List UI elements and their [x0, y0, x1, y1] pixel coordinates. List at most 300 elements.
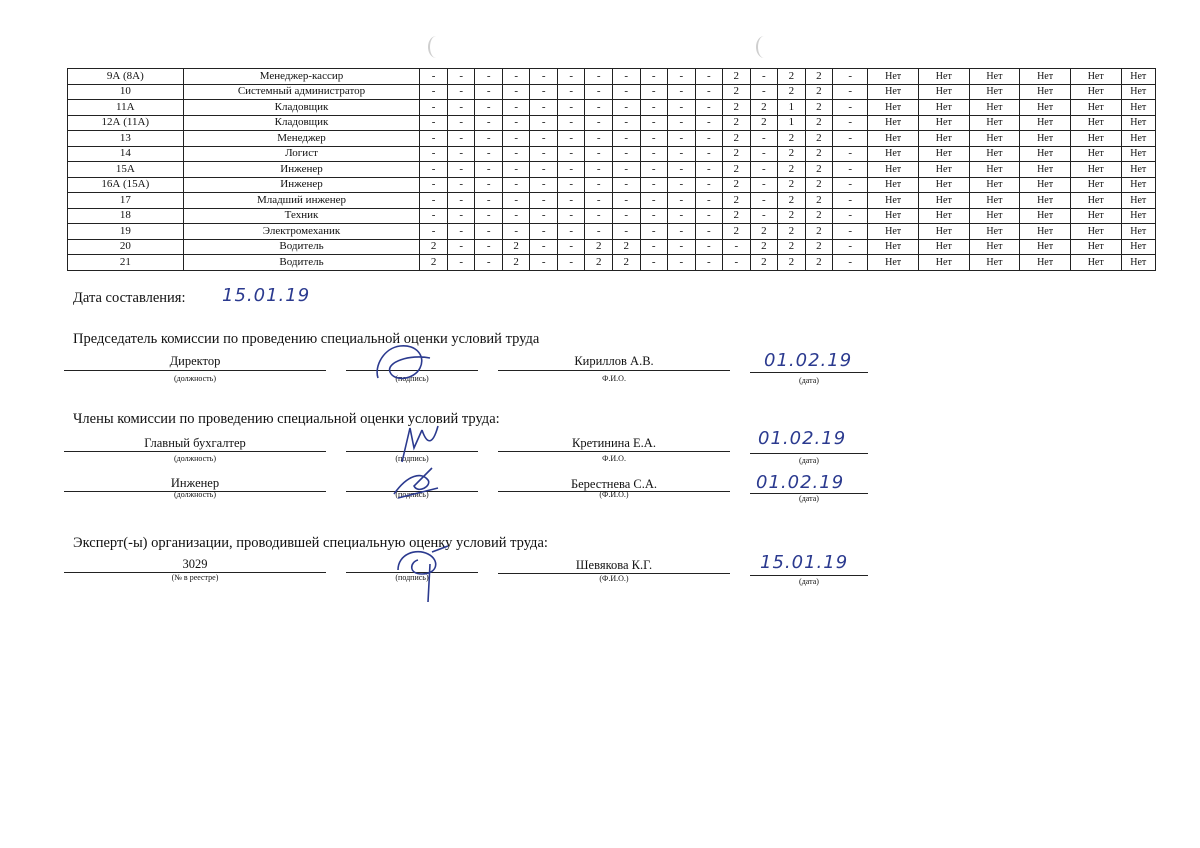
- factor-value-cell: -: [502, 69, 530, 85]
- factor-value-cell: -: [668, 177, 696, 193]
- factor-value-cell: -: [557, 239, 585, 255]
- factor-value-cell: -: [447, 100, 475, 116]
- member-1-signature: [392, 418, 452, 468]
- member-2-position-caption: (должность): [174, 490, 216, 499]
- member-2-name: Берестнева С.А.: [570, 477, 658, 491]
- factor-value-cell: -: [695, 255, 723, 271]
- factor-value-cell: -: [833, 208, 868, 224]
- factor-value-cell: -: [695, 100, 723, 116]
- factor-value-cell: -: [447, 115, 475, 131]
- factor-value-cell: 2: [723, 162, 751, 178]
- factor-value-cell: -: [447, 84, 475, 100]
- guarantee-cell: Нет: [969, 255, 1020, 271]
- guarantee-cell: Нет: [1020, 208, 1071, 224]
- factor-value-cell: 2: [585, 255, 613, 271]
- table-row: [68, 208, 1156, 224]
- factor-value-cell: 2: [723, 193, 751, 209]
- factor-value-cell: 2: [805, 131, 833, 147]
- position-cell: Менеджер-кассир: [183, 69, 420, 85]
- factor-value-cell: -: [668, 239, 696, 255]
- guarantee-cell: Нет: [1020, 162, 1071, 178]
- guarantee-cell: Нет: [918, 69, 969, 85]
- guarantee-cell: Нет: [1070, 177, 1121, 193]
- factor-value-cell: -: [585, 177, 613, 193]
- factor-value-cell: -: [640, 146, 668, 162]
- guarantee-cell: Нет: [1121, 131, 1155, 147]
- table-row: [68, 115, 1156, 131]
- row-number-cell: 11А: [68, 100, 184, 116]
- guarantee-cell: Нет: [1121, 100, 1155, 116]
- factor-value-cell: -: [695, 115, 723, 131]
- factor-value-cell: -: [833, 131, 868, 147]
- factor-value-cell: 2: [723, 146, 751, 162]
- factor-value-cell: -: [475, 131, 503, 147]
- factor-value-cell: 1: [778, 115, 806, 131]
- guarantee-cell: Нет: [918, 115, 969, 131]
- chair-name: Кириллов А.В.: [574, 354, 654, 368]
- factor-value-cell: -: [640, 131, 668, 147]
- guarantee-cell: Нет: [918, 100, 969, 116]
- member-2-signature: [388, 464, 448, 504]
- factor-value-cell: -: [640, 208, 668, 224]
- factor-value-cell: -: [447, 177, 475, 193]
- factor-value-cell: -: [833, 177, 868, 193]
- factor-value-cell: -: [557, 162, 585, 178]
- punch-hole-mark: [756, 36, 772, 58]
- members-heading: Члены комиссии по проведению специальной оценки условий труда:: [73, 411, 500, 427]
- member-1-signature-caption: (подпись): [395, 454, 429, 463]
- member-2-date-handwritten: 01.02.19: [756, 472, 845, 493]
- guarantee-cell: Нет: [1020, 224, 1071, 240]
- position-cell: Техник: [183, 208, 420, 224]
- guarantee-cell: Нет: [969, 239, 1020, 255]
- guarantee-cell: Нет: [1070, 146, 1121, 162]
- guarantee-cell: Нет: [1121, 146, 1155, 162]
- expert-name: Шевякова К.Г.: [575, 558, 653, 572]
- factor-value-cell: -: [475, 69, 503, 85]
- factor-value-cell: -: [420, 146, 448, 162]
- factor-value-cell: -: [557, 224, 585, 240]
- chair-signature: [370, 332, 450, 388]
- guarantee-cell: Нет: [969, 224, 1020, 240]
- member-1-date-line: [750, 453, 868, 454]
- member-1-date-caption: (дата): [799, 456, 819, 465]
- factor-value-cell: 2: [612, 239, 640, 255]
- factor-value-cell: -: [668, 131, 696, 147]
- table-row: [68, 131, 1156, 147]
- guarantee-cell: Нет: [918, 131, 969, 147]
- guarantee-cell: Нет: [1121, 239, 1155, 255]
- factor-value-cell: -: [585, 146, 613, 162]
- row-number-cell: 15А: [68, 162, 184, 178]
- factor-value-cell: -: [530, 146, 558, 162]
- factor-value-cell: -: [502, 208, 530, 224]
- factor-value-cell: -: [750, 193, 778, 209]
- factor-value-cell: -: [750, 84, 778, 100]
- expert-registry-number: 3029: [182, 557, 208, 571]
- guarantee-cell: Нет: [1070, 131, 1121, 147]
- factor-value-cell: 2: [750, 255, 778, 271]
- factor-value-cell: -: [750, 131, 778, 147]
- factor-value-cell: -: [447, 239, 475, 255]
- factor-value-cell: 2: [750, 100, 778, 116]
- factor-value-cell: -: [530, 162, 558, 178]
- factor-value-cell: 2: [420, 255, 448, 271]
- factor-value-cell: -: [475, 162, 503, 178]
- factor-value-cell: -: [530, 115, 558, 131]
- factor-value-cell: 2: [805, 69, 833, 85]
- factor-value-cell: -: [612, 193, 640, 209]
- guarantee-cell: Нет: [918, 239, 969, 255]
- table-row: [68, 69, 1156, 85]
- factor-value-cell: -: [420, 69, 448, 85]
- guarantee-cell: Нет: [868, 177, 919, 193]
- factor-value-cell: -: [475, 224, 503, 240]
- factor-value-cell: -: [640, 115, 668, 131]
- factor-value-cell: 2: [805, 239, 833, 255]
- guarantee-cell: Нет: [1070, 69, 1121, 85]
- factor-value-cell: -: [475, 193, 503, 209]
- member-1-position: Главный бухгалтер: [144, 436, 246, 450]
- factor-value-cell: -: [557, 146, 585, 162]
- factor-value-cell: -: [668, 84, 696, 100]
- table-row: [68, 84, 1156, 100]
- factor-value-cell: -: [833, 146, 868, 162]
- guarantee-cell: Нет: [1121, 208, 1155, 224]
- chair-name-line: [498, 370, 730, 371]
- position-cell: Логист: [183, 146, 420, 162]
- expert-heading: Эксперт(-ы) организации, проводившей специальную оценку условий труда:: [73, 535, 548, 551]
- factor-value-cell: -: [668, 224, 696, 240]
- position-cell: Кладовщик: [183, 115, 420, 131]
- guarantee-cell: Нет: [1020, 255, 1071, 271]
- factor-value-cell: -: [833, 115, 868, 131]
- factor-value-cell: -: [557, 100, 585, 116]
- factor-value-cell: -: [585, 193, 613, 209]
- factor-value-cell: -: [612, 100, 640, 116]
- factor-value-cell: 2: [805, 224, 833, 240]
- chair-position-caption: (должность): [174, 374, 216, 383]
- compile-date-handwritten: 15.01.19: [222, 285, 311, 306]
- punch-hole-mark: [428, 36, 444, 58]
- guarantee-cell: Нет: [918, 84, 969, 100]
- factor-value-cell: -: [640, 193, 668, 209]
- factor-value-cell: -: [475, 177, 503, 193]
- position-cell: Водитель: [183, 239, 420, 255]
- guarantee-cell: Нет: [918, 177, 969, 193]
- member-1-name: Кретинина Е.А.: [572, 436, 656, 450]
- factor-value-cell: 2: [805, 162, 833, 178]
- factor-value-cell: 2: [750, 115, 778, 131]
- factor-value-cell: -: [475, 100, 503, 116]
- factor-value-cell: -: [502, 115, 530, 131]
- factor-value-cell: -: [585, 162, 613, 178]
- factor-value-cell: -: [833, 239, 868, 255]
- guarantee-cell: Нет: [868, 146, 919, 162]
- factor-value-cell: -: [530, 177, 558, 193]
- guarantee-cell: Нет: [868, 84, 919, 100]
- factor-value-cell: 2: [778, 239, 806, 255]
- row-number-cell: 16А (15А): [68, 177, 184, 193]
- factor-value-cell: -: [475, 255, 503, 271]
- expert-signature-caption: (подпись): [395, 573, 429, 582]
- guarantee-cell: Нет: [918, 208, 969, 224]
- factor-value-cell: -: [612, 146, 640, 162]
- guarantee-cell: Нет: [1020, 100, 1071, 116]
- factor-value-cell: 2: [585, 239, 613, 255]
- factor-value-cell: -: [502, 177, 530, 193]
- factor-value-cell: -: [557, 84, 585, 100]
- factor-value-cell: -: [612, 69, 640, 85]
- factor-value-cell: -: [750, 69, 778, 85]
- factor-value-cell: -: [447, 131, 475, 147]
- guarantee-cell: Нет: [1070, 224, 1121, 240]
- factor-value-cell: -: [640, 162, 668, 178]
- factor-value-cell: -: [640, 84, 668, 100]
- factor-value-cell: 2: [778, 162, 806, 178]
- factor-value-cell: -: [833, 100, 868, 116]
- table-row: [68, 193, 1156, 209]
- row-number-cell: 18: [68, 208, 184, 224]
- member-1-name-caption: Ф.И.О.: [602, 454, 626, 463]
- factor-value-cell: 2: [723, 208, 751, 224]
- table-row: [68, 177, 1156, 193]
- expert-signature: [392, 540, 462, 606]
- factor-value-cell: -: [833, 162, 868, 178]
- guarantee-cell: Нет: [969, 208, 1020, 224]
- expert-registry-caption: (№ в реестре): [171, 573, 219, 582]
- factor-value-cell: -: [557, 131, 585, 147]
- factor-value-cell: -: [502, 162, 530, 178]
- chair-date-handwritten: 01.02.19: [764, 350, 853, 371]
- factor-value-cell: 2: [723, 69, 751, 85]
- factor-value-cell: -: [640, 255, 668, 271]
- factor-value-cell: -: [530, 193, 558, 209]
- assessment-table: [67, 68, 1156, 271]
- factor-value-cell: -: [833, 69, 868, 85]
- guarantee-cell: Нет: [1070, 239, 1121, 255]
- factor-value-cell: 2: [502, 255, 530, 271]
- factor-value-cell: -: [502, 131, 530, 147]
- factor-value-cell: -: [695, 162, 723, 178]
- guarantee-cell: Нет: [969, 131, 1020, 147]
- row-number-cell: 19: [68, 224, 184, 240]
- row-number-cell: 14: [68, 146, 184, 162]
- factor-value-cell: -: [612, 224, 640, 240]
- factor-value-cell: -: [668, 162, 696, 178]
- factor-value-cell: -: [668, 255, 696, 271]
- factor-value-cell: 2: [805, 193, 833, 209]
- factor-value-cell: 2: [805, 177, 833, 193]
- factor-value-cell: 2: [778, 208, 806, 224]
- factor-value-cell: -: [585, 100, 613, 116]
- table-row: [68, 239, 1156, 255]
- factor-value-cell: -: [420, 224, 448, 240]
- guarantee-cell: Нет: [969, 193, 1020, 209]
- factor-value-cell: -: [447, 193, 475, 209]
- factor-value-cell: -: [502, 193, 530, 209]
- position-cell: Инженер: [183, 162, 420, 178]
- factor-value-cell: -: [585, 69, 613, 85]
- table-row: [68, 162, 1156, 178]
- factor-value-cell: -: [750, 177, 778, 193]
- factor-value-cell: -: [640, 239, 668, 255]
- guarantee-cell: Нет: [1070, 193, 1121, 209]
- factor-value-cell: -: [585, 84, 613, 100]
- position-cell: Менеджер: [183, 131, 420, 147]
- factor-value-cell: -: [530, 84, 558, 100]
- factor-value-cell: -: [557, 193, 585, 209]
- expert-date-caption: (дата): [799, 577, 819, 586]
- factor-value-cell: 2: [805, 100, 833, 116]
- factor-value-cell: 2: [778, 131, 806, 147]
- factor-value-cell: -: [695, 239, 723, 255]
- guarantee-cell: Нет: [1020, 239, 1071, 255]
- factor-value-cell: -: [420, 84, 448, 100]
- factor-value-cell: 2: [723, 100, 751, 116]
- factor-value-cell: -: [585, 131, 613, 147]
- expert-date-handwritten: 15.01.19: [760, 552, 849, 573]
- factor-value-cell: -: [833, 193, 868, 209]
- factor-value-cell: 2: [778, 146, 806, 162]
- guarantee-cell: Нет: [1020, 115, 1071, 131]
- guarantee-cell: Нет: [969, 69, 1020, 85]
- factor-value-cell: -: [502, 224, 530, 240]
- guarantee-cell: Нет: [1121, 193, 1155, 209]
- guarantee-cell: Нет: [969, 162, 1020, 178]
- guarantee-cell: Нет: [1020, 69, 1071, 85]
- factor-value-cell: -: [585, 224, 613, 240]
- position-cell: Инженер: [183, 177, 420, 193]
- guarantee-cell: Нет: [1070, 100, 1121, 116]
- factor-value-cell: -: [447, 208, 475, 224]
- guarantee-cell: Нет: [1020, 84, 1071, 100]
- member-2-position: Инженер: [170, 476, 220, 490]
- member-2-name-caption: (Ф.И.О.): [599, 490, 629, 499]
- factor-value-cell: -: [612, 208, 640, 224]
- guarantee-cell: Нет: [969, 84, 1020, 100]
- guarantee-cell: Нет: [1020, 177, 1071, 193]
- factor-value-cell: -: [420, 131, 448, 147]
- guarantee-cell: Нет: [1121, 69, 1155, 85]
- chair-date-caption: (дата): [799, 376, 819, 385]
- factor-value-cell: -: [668, 146, 696, 162]
- factor-value-cell: -: [668, 100, 696, 116]
- factor-value-cell: -: [557, 255, 585, 271]
- factor-value-cell: -: [750, 162, 778, 178]
- factor-value-cell: -: [695, 224, 723, 240]
- guarantee-cell: Нет: [969, 115, 1020, 131]
- factor-value-cell: -: [530, 100, 558, 116]
- factor-value-cell: 2: [723, 224, 751, 240]
- row-number-cell: 9А (8А): [68, 69, 184, 85]
- factor-value-cell: -: [420, 115, 448, 131]
- factor-value-cell: -: [475, 115, 503, 131]
- compile-date-label: Дата составления:: [73, 290, 186, 306]
- factor-value-cell: 2: [612, 255, 640, 271]
- guarantee-cell: Нет: [1121, 162, 1155, 178]
- factor-value-cell: 2: [778, 177, 806, 193]
- member-2-date-caption: (дата): [799, 494, 819, 503]
- factor-value-cell: -: [530, 131, 558, 147]
- factor-value-cell: 2: [778, 193, 806, 209]
- factor-value-cell: -: [502, 84, 530, 100]
- factor-value-cell: -: [668, 193, 696, 209]
- factor-value-cell: 2: [723, 84, 751, 100]
- factor-value-cell: -: [420, 100, 448, 116]
- guarantee-cell: Нет: [868, 224, 919, 240]
- factor-value-cell: -: [557, 177, 585, 193]
- row-number-cell: 21: [68, 255, 184, 271]
- factor-value-cell: 2: [723, 177, 751, 193]
- chair-name-caption: Ф.И.О.: [602, 374, 626, 383]
- factor-value-cell: -: [833, 255, 868, 271]
- chair-date-line: [750, 372, 868, 373]
- factor-value-cell: -: [557, 115, 585, 131]
- factor-value-cell: -: [833, 84, 868, 100]
- guarantee-cell: Нет: [1070, 162, 1121, 178]
- factor-value-cell: -: [502, 146, 530, 162]
- factor-value-cell: 2: [723, 131, 751, 147]
- table-row: [68, 224, 1156, 240]
- table-row: [68, 100, 1156, 116]
- guarantee-cell: Нет: [918, 224, 969, 240]
- guarantee-cell: Нет: [868, 162, 919, 178]
- factor-value-cell: -: [695, 146, 723, 162]
- guarantee-cell: Нет: [1121, 224, 1155, 240]
- factor-value-cell: -: [585, 115, 613, 131]
- member-1-name-line: [498, 451, 730, 452]
- factor-value-cell: -: [723, 255, 751, 271]
- factor-value-cell: -: [420, 193, 448, 209]
- factor-value-cell: -: [502, 100, 530, 116]
- factor-value-cell: -: [750, 146, 778, 162]
- factor-value-cell: -: [695, 131, 723, 147]
- factor-value-cell: -: [723, 239, 751, 255]
- expert-name-caption: (Ф.И.О.): [599, 574, 629, 583]
- factor-value-cell: -: [695, 84, 723, 100]
- factor-value-cell: -: [612, 177, 640, 193]
- row-number-cell: 10: [68, 84, 184, 100]
- factor-value-cell: -: [420, 162, 448, 178]
- factor-value-cell: 2: [778, 255, 806, 271]
- factor-value-cell: 2: [778, 84, 806, 100]
- guarantee-cell: Нет: [1121, 84, 1155, 100]
- factor-value-cell: 2: [420, 239, 448, 255]
- factor-value-cell: -: [420, 208, 448, 224]
- guarantee-cell: Нет: [1070, 255, 1121, 271]
- guarantee-cell: Нет: [1070, 208, 1121, 224]
- factor-value-cell: 2: [750, 239, 778, 255]
- factor-value-cell: -: [475, 84, 503, 100]
- guarantee-cell: Нет: [868, 208, 919, 224]
- factor-value-cell: 2: [778, 224, 806, 240]
- guarantee-cell: Нет: [1070, 115, 1121, 131]
- chair-heading: Председатель комиссии по проведению специальной оценки условий труда: [73, 331, 540, 347]
- factor-value-cell: -: [557, 69, 585, 85]
- factor-value-cell: -: [612, 84, 640, 100]
- row-number-cell: 20: [68, 239, 184, 255]
- factor-value-cell: 1: [778, 100, 806, 116]
- factor-value-cell: -: [750, 208, 778, 224]
- guarantee-cell: Нет: [969, 146, 1020, 162]
- factor-value-cell: -: [695, 69, 723, 85]
- factor-value-cell: -: [612, 162, 640, 178]
- guarantee-cell: Нет: [918, 162, 969, 178]
- factor-value-cell: -: [447, 69, 475, 85]
- guarantee-cell: Нет: [1121, 115, 1155, 131]
- guarantee-cell: Нет: [1121, 255, 1155, 271]
